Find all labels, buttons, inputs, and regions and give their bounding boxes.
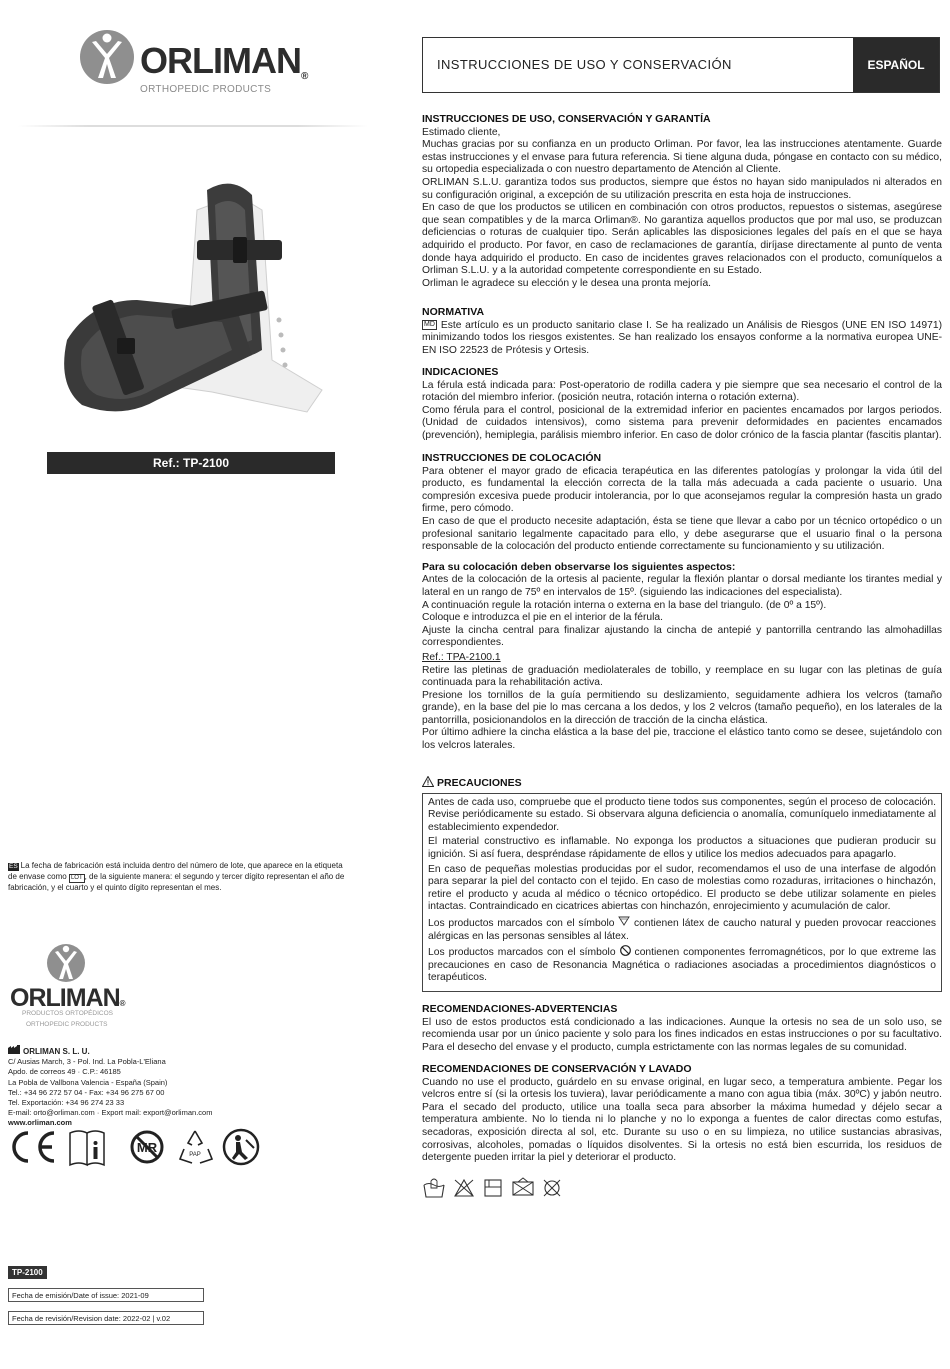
precauciones-text: contienen látex de caucho natural y pueden provocar reacciones alérgicas en las personas sensibles al látex. <box>428 917 936 942</box>
colocacion-subheading: Para su colocación deben observarse los siguientes aspectos: <box>422 560 736 573</box>
company-address: La Pobla de Vallbona Valencia - España (Spain) <box>8 1077 168 1087</box>
precauciones-text: Los productos marcados con el símbolo <box>428 917 615 929</box>
company-phone: Tel.: +34 96 272 57 04 - Fax: +34 96 275 67 00 <box>8 1087 165 1097</box>
latex-icon <box>618 916 630 926</box>
indicaciones-paragraph: Como férula para el control, posicional de la extremidad inferior en pacientes encamados por largos periodos. (Unidad de cuidados intensivos), como sistema para prevenir deformidades en pacientes encamados (prevención), hemiplegia, parálisis miembro inferior. En caso de dolor crónico de la fascia plantar (fascitis plantar). <box>422 404 942 441</box>
intro-greeting: Estimado cliente, <box>422 126 501 138</box>
divider <box>18 125 368 127</box>
mr-unsafe-small-icon <box>620 945 631 956</box>
brand-subtitle-en: ORTHOPEDIC PRODUCTS <box>26 1021 108 1028</box>
product-ref-label: Ref.: TP-2100 <box>47 452 335 474</box>
no-dry-clean-icon <box>513 1178 533 1195</box>
no-iron-icon <box>544 1180 560 1196</box>
no-tumble-dry-icon <box>485 1180 501 1196</box>
recomendaciones-paragraph: El uso de estos productos está condicionado a las indicaciones. Aunque la ortesis no sea de un solo uso, se recomienda usar por un único paciente y solo para los fines indicados en estas instrucciones o por su facultativo. Para el desecho del envase y el producto, cumpla estrictamente con las normas legales de su comunidad. <box>422 1016 942 1053</box>
colocacion-paragraph: Para obtener el mayor grado de eficacia terapéutica en las diferentes patologías y prolongar la vida útil del producto, es fundamental la elección correcta de la talla más adecuada a cada paciente o usuario. Una compresión excesiva puede producir intolerancia, por lo que aconsejamos regular la compresión hasta un grado firme, pero cómodo. <box>422 465 942 515</box>
company-name: ORLIMAN S. L. U. <box>23 1047 90 1056</box>
precauciones-paragraph: Antes de cada uso, compruebe que el producto tiene todos sus componentes, según el proceso de colocación. Revise periódicamente su estado. Si observara alguna deficiencia o anomalía, comuníquelo inmediatamente al establecimiento expendedor. <box>428 796 936 833</box>
issue-date: Fecha de emisión/Date of issue: 2021-09 <box>8 1288 204 1302</box>
colocacion-heading: INSTRUCCIONES DE COLOCACIÓN <box>422 452 602 464</box>
md-icon: MD <box>424 320 435 328</box>
normativa-paragraph: Este artículo es un producto sanitario clase I. Se ha realizado un Análisis de Riesgos (UNE EN ISO 14971) minimizando todos los riesgos existentes. Se han realizado los ensayos conforme a la normativa europea UNE-EN ISO 22523 de Prótesis y Ortesis. <box>422 319 942 356</box>
precauciones-paragraph: El material constructivo es inflamable. No exponga los productos a situaciones que pudieran producir su ignición. Si así fuera, despréndase rápidamente de ellos y utilice los medios adecuados para apagarlo. <box>428 836 936 860</box>
brand-logo-secondary: ORLIMAN® PRODUCTOS ORTOPÉDICOS ORTHOPEDIC PRODUCTS <box>8 942 148 1032</box>
single-patient-icon <box>224 1130 258 1164</box>
colocacion-step: Presione los tornillos de la guía permitiendo su deslizamiento, seguidamente adhiera los velcros (tamaño grande), en la base del pie lo mas cercana a los dedos, y los 2 velcros (tamaño pequeño), en los laterales de la pantorrilla, posicionandolos en la dirección de tracción de la cincha elástica. <box>422 689 942 726</box>
section-intro <box>422 113 942 290</box>
intro-paragraph: Muchas gracias por su confianza en un producto Orliman. Por favor, lea las instrucciones atentamente. Guarde estas instrucciones y el envase para futura referencia. Si tiene alguna duda, póngase en contacto con su médico, su ortopedia especializada o con nuestro departamento de Atención al Cliente. <box>422 139 942 176</box>
fabrication-note <box>8 861 353 893</box>
regulatory-symbols <box>8 1125 278 1170</box>
product-code-tag: TP-2100 <box>8 1266 47 1279</box>
conservacion-paragraph: Cuando no use el producto, guárdelo en su envase original, en lugar seco, a temperatura ambiente. Pegar los velcros entre sí (si la ortesis los tuviera), lavar periódicamente a mano con agua tibia (máx. 30ºC) y jabón neutro. Para el secado del producto, utilice una toalla seca para absorber la máxima humedad y déjelo secar a temperatura ambiente. No lo tienda ni lo planche y no lo exponga a fuentes de calor directas como estufas, secadoras, exposición directa al sol, etc. Durante su uso o en su limpieza, no utilice sustancias abrasivas, corrosivas, alcoholes, pomadas o líquidos disolventes. Si la ortesis no está bien escurrida, los residuos de detergente pueden irritar la piel y deteriorar el producto. <box>422 1076 942 1164</box>
ankle-orthosis-illustration <box>47 150 335 452</box>
indicaciones-heading: INDICACIONES <box>422 366 499 378</box>
mr-unsafe-icon <box>132 1132 162 1162</box>
ce-mark-icon <box>14 1133 54 1161</box>
intro-heading: INSTRUCCIONES DE USO, CONSERVACIÓN Y GARANTÍA <box>422 113 711 125</box>
recycle-icon <box>180 1131 212 1163</box>
manufacturer-icon <box>8 1045 20 1054</box>
indicaciones-paragraph: La férula está indicada para: Post-operatorio de rodilla cadera y pie siempre que sea necesario el control de la rotación del miembro inferior. (posición neutra, rotación interna o rotación externa). <box>422 379 942 404</box>
no-bleach-icon <box>455 1180 473 1196</box>
colocacion-step: Ajuste la cincha central para finalizar ajustando la cincha de antepié y pantorrilla centrando las almohadillas correspondientes. <box>422 624 942 649</box>
brand-subtitle: ORTHOPEDIC PRODUCTS <box>140 84 272 95</box>
orliman-figure-icon <box>46 942 86 984</box>
header-title: INSTRUCCIONES DE USO Y CONSERVACIÓN <box>437 57 732 72</box>
brand-name-secondary: ORLIMAN <box>10 984 120 1012</box>
company-phone: Tel. Exportación: +34 96 274 23 33 <box>8 1098 125 1108</box>
lot-icon: LOT <box>70 874 83 881</box>
svg-text:MR: MR <box>136 1140 158 1155</box>
orliman-figure-icon <box>78 28 136 84</box>
company-email: E-mail: orto@orliman.com · Export mail: export@orliman.com <box>8 1108 213 1118</box>
hand-wash-icon <box>424 1179 444 1197</box>
intro-paragraph: Orliman le agradece su elección y le desea una pronta mejoría. <box>422 277 712 289</box>
brand-logo: ORLIMAN® ORTHOPEDIC PRODUCTS <box>78 28 308 98</box>
section-normativa <box>422 306 942 357</box>
instructions-book-icon <box>70 1131 104 1165</box>
section-colocacion <box>422 452 942 753</box>
precauciones-paragraph: En caso de pequeñas molestias producidas por el sudor, recomendamos el uso de una interfase de algodón para separar la piel del contacto con el tejido. En caso de molestias como rozaduras, irritaciones o hinchazón, retire el producto y acuda al médico o técnico ortopédico. El producto se debe utilizar solamente en pieles intactas. Contraindicado en cicatrices abiertas con hinchazón, enrojecimiento y acumulación de calor. <box>428 863 936 913</box>
language-badge: ESPAÑOL <box>853 38 939 92</box>
warning-icon <box>422 776 434 787</box>
company-info <box>8 1045 268 1129</box>
es-language-tag: ES <box>9 863 18 870</box>
colocacion-step: Retire las pletinas de graduación mediolaterales de tobillo, y reemplace en su lugar con las pletinas de guía continuada para la rehabilitación activa. <box>422 664 942 689</box>
colocacion-paragraph: En caso de que el producto necesite adaptación, ésta se tiene que llevar a cabo por un técnico ortopédico o un profesional sanitario legalmente capacitado para ello, y debe asegurarse que el usuario final o la persona responsable de la colocación del producto entiende correctamente su funcionamiento y su utilización. <box>422 515 942 553</box>
fabrication-text: La fecha de fabricación está incluida dentro del número de lote, que aparece en la etiqueta de envase como <box>8 861 343 881</box>
recomendaciones-heading: RECOMENDACIONES-ADVERTENCIAS <box>422 1003 618 1015</box>
precauciones-box <box>422 793 942 992</box>
normativa-heading: NORMATIVA <box>422 306 485 318</box>
colocacion-step: Antes de la colocación de la ortesis al paciente, regular la flexión plantar o dorsal mediante los tirantes medial y lateral en un rango de 75º en intervalos de 15º. (siguiendo las indicaciones del especialista). <box>422 574 942 598</box>
section-recomendaciones <box>422 1003 942 1054</box>
care-icons <box>422 1177 572 1199</box>
product-image <box>47 150 335 452</box>
section-conservacion <box>422 1063 942 1165</box>
brand-subtitle-es: PRODUCTOS ORTOPÉDICOS <box>22 1010 114 1017</box>
colocacion-step: A continuación regule la rotación interna o externa en la base del triangulo. (de 0º a 15º). <box>422 599 827 611</box>
precauciones-text: contienen componentes ferromagnéticos, por lo que extreme las precauciones en caso de Resonancia Magnética o radiaciones asociadas a procedimientos diagnósticos o terapéuticos. <box>428 947 936 984</box>
revision-date: Fecha de revisión/Revision date: 2022-02 | v.02 <box>8 1311 204 1325</box>
intro-paragraph: En caso de que los productos se utilicen en combinación con otros productos, repuestos o sistemas, asegúrese que sean compatibles y de la marca Orliman®. No garantiza aquellos productos que por mal uso, se produzcan deficiencias o roturas de cualquier tipo. Serán aplicables las disposiciones legales del país en el que se haya adquirido el producto. Por favor, en caso de reclamaciones de garantía, diríjase directamente al punto de venta donde haya adquirido el producto. En caso de incidentes graves relacionados con el producto, comuníquelos a Orliman S.L.U. y a la autoridad competente correspondiente en su Estado. <box>422 202 942 277</box>
company-website: www.orliman.com <box>8 1118 72 1128</box>
conservacion-heading: RECOMENDACIONES DE CONSERVACIÓN Y LAVADO <box>422 1063 692 1075</box>
document-header <box>422 37 940 93</box>
section-precauciones <box>422 776 942 992</box>
company-address: C/ Ausias March, 3 - Pol. Ind. La Pobla-L'Eliana <box>8 1057 166 1067</box>
company-address: Apdo. de correos 49 · C.P.: 46185 <box>8 1067 121 1077</box>
intro-paragraph: ORLIMAN S.L.U. garantiza todos sus productos, siempre que éstos no hayan sido manipulados ni alterados en su configuración original, a excepción de su utilización prescrita en esta hoja de instrucciones. <box>422 176 942 201</box>
precauciones-heading: PRECAUCIONES <box>437 777 522 789</box>
colocacion-step: Coloque e introduzca el pie en el interior de la férula. <box>422 612 663 624</box>
brand-name: ORLIMAN <box>140 40 301 81</box>
accessory-ref: Ref.: TPA-2100.1 <box>422 651 501 663</box>
fabrication-text: , de la siguiente manera: el segundo y tercer dígito representan el año de fabricación, y el cuarto y el quinto dígito representan el mes. <box>8 871 345 892</box>
precauciones-text: Los productos marcados con el símbolo <box>428 947 616 959</box>
section-indicaciones <box>422 366 942 443</box>
svg-text:PAP: PAP <box>189 1152 201 1158</box>
colocacion-step: Por último adhiere la cincha elástica a la base del pie, traccione el elástico tanto como se desee, sujetándolo con los velcros laterales. <box>422 727 942 752</box>
